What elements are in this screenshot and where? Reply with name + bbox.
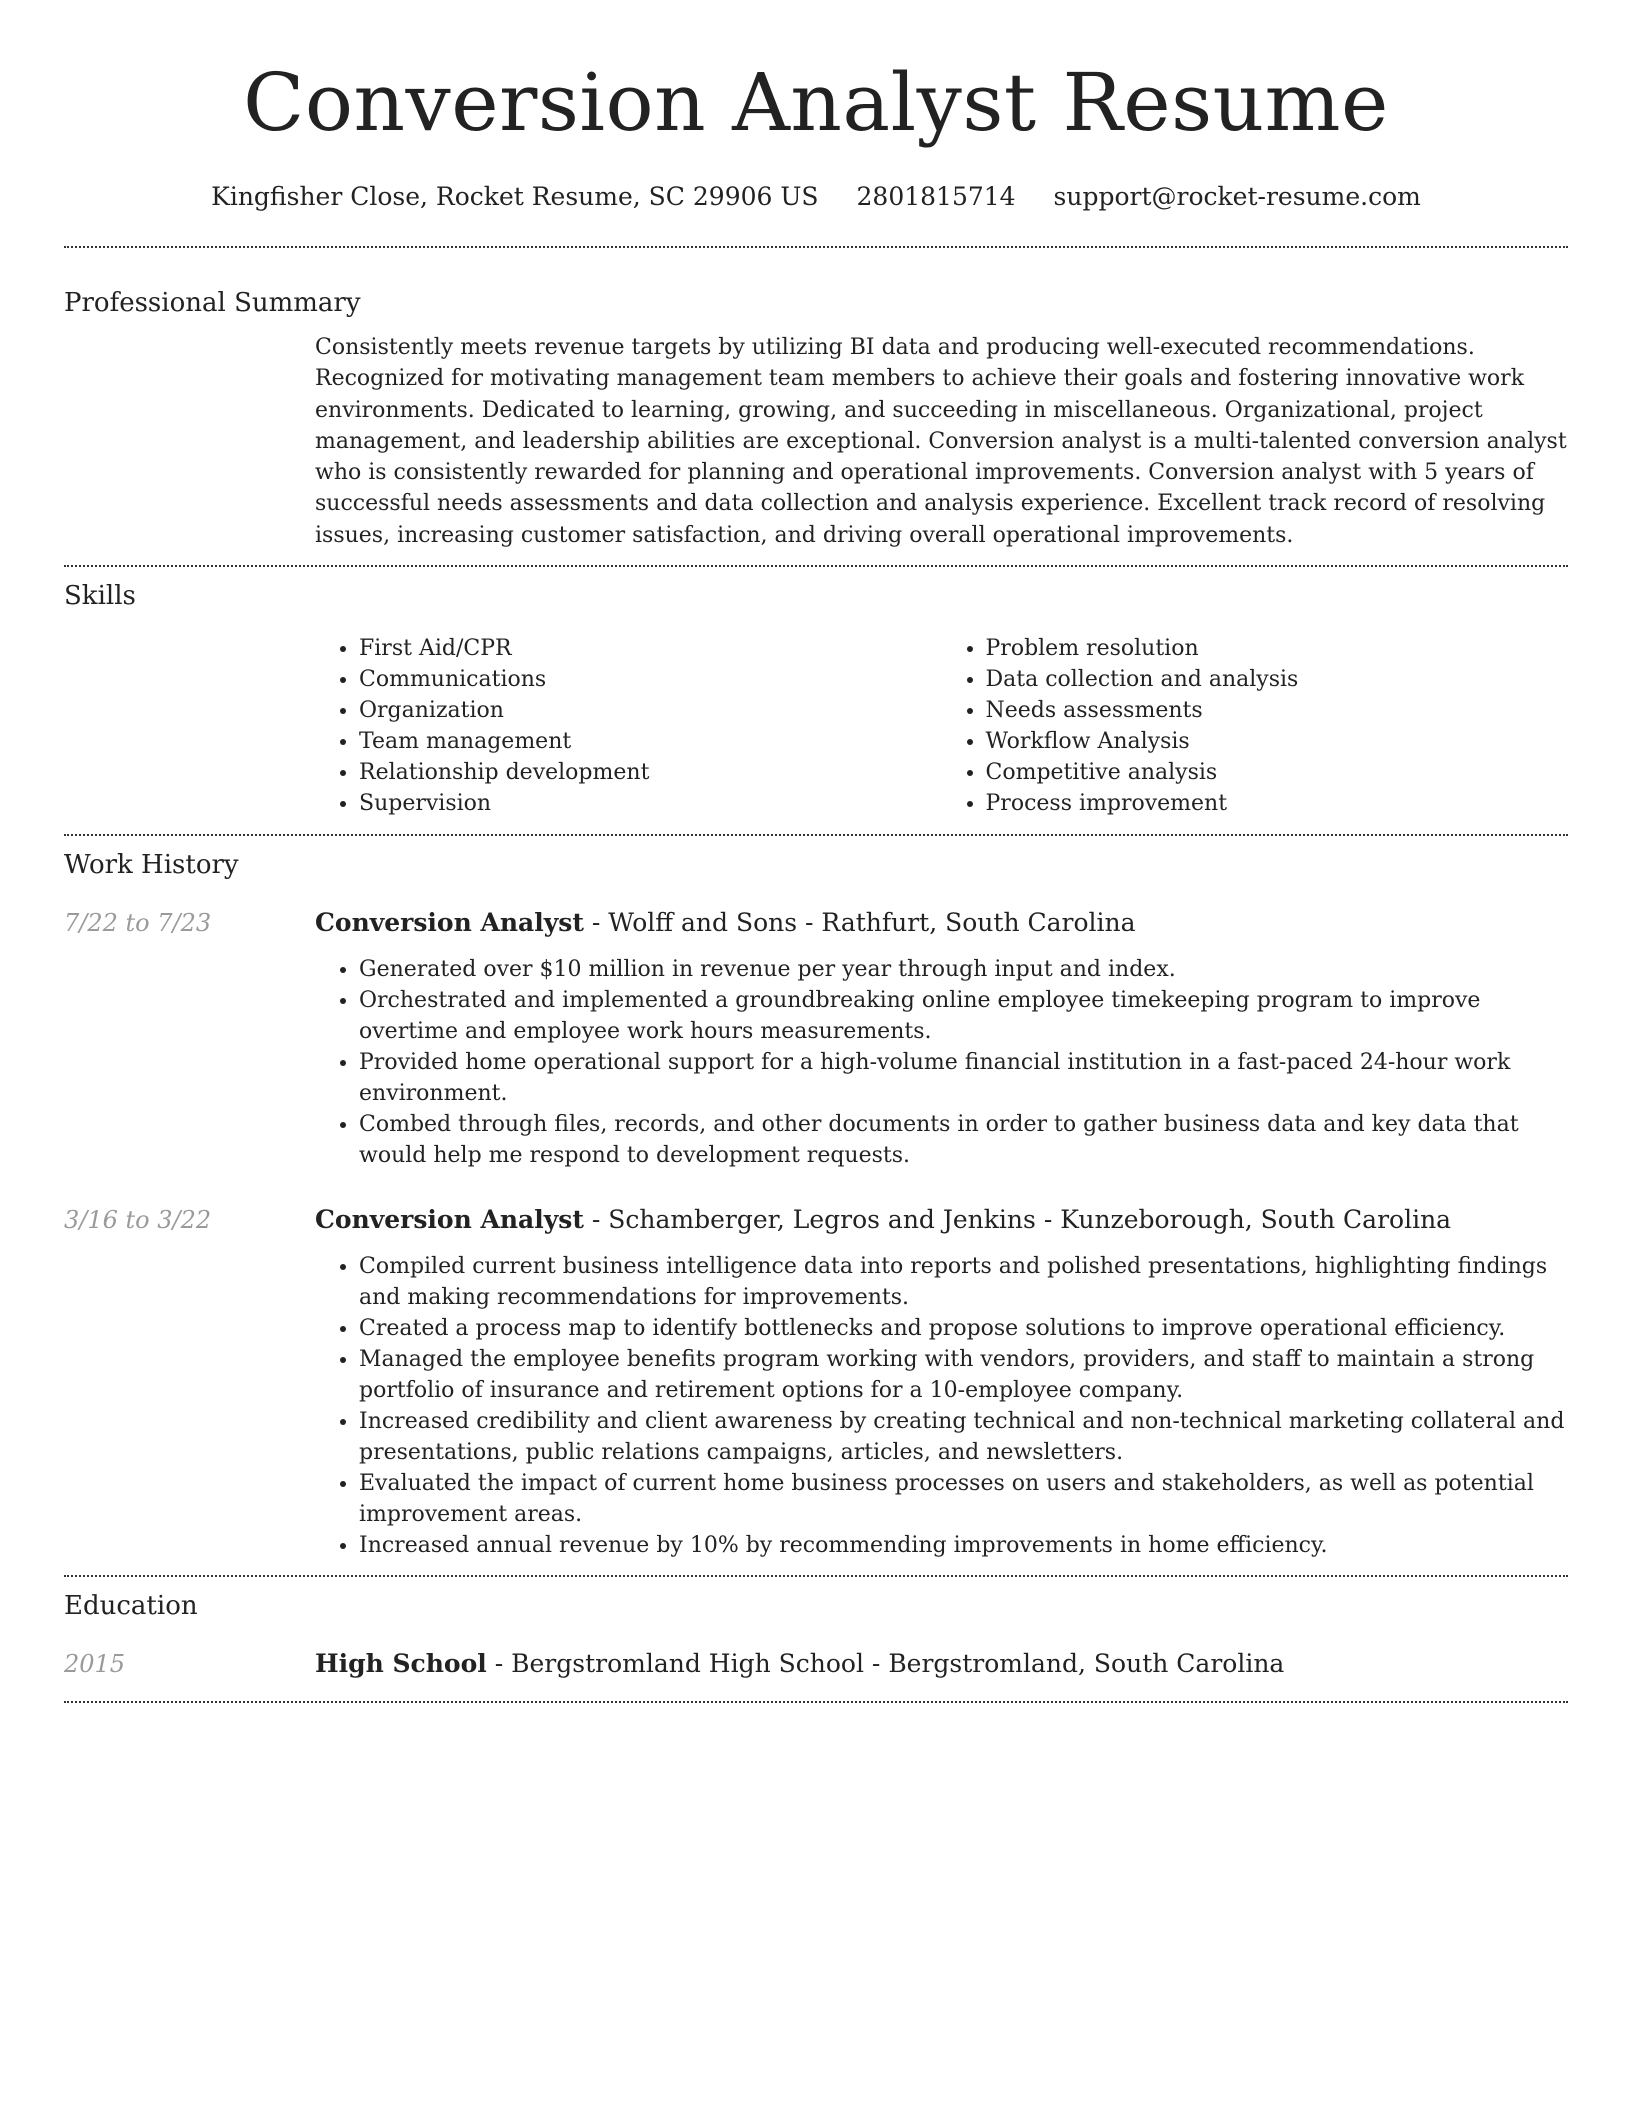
education-section xyxy=(64,1577,1568,1681)
education-title: High School - Bergstromland High School - Bergstromland, South Carolina xyxy=(315,1649,1285,1679)
summary-heading: Professional Summary xyxy=(64,288,361,318)
job-bullet: • Increased annual revenue by 10% by recommending improvements in home efficiency. xyxy=(359,1530,1568,1561)
contact-email: support@rocket-resume.com xyxy=(1053,182,1421,211)
job-entry xyxy=(64,1203,1568,1561)
job-bullets xyxy=(315,954,1568,1171)
job-dates: 7/22 to 7/23 xyxy=(64,909,212,938)
skill-item: • Data collection and analysis xyxy=(986,664,1569,695)
job-bullet: • Evaluated the impact of current home business processes on users and stakeholders, as well as potential improvement areas. xyxy=(359,1468,1568,1530)
job-company: Schamberger, Legros and Jenkins xyxy=(608,1205,1036,1235)
divider xyxy=(64,1701,1568,1703)
education-school: Bergstromland High School xyxy=(511,1649,864,1679)
skill-item: • Relationship development xyxy=(359,757,942,788)
job-company: Wolff and Sons xyxy=(608,908,798,938)
skills-list-right xyxy=(942,633,1569,819)
skills-section xyxy=(64,567,1568,819)
job-entry xyxy=(64,906,1568,1171)
education-year: 2015 xyxy=(64,1650,126,1679)
contact-address: Kingfisher Close, Rocket Resume, SC 29906 US xyxy=(211,182,819,211)
resume-title: Conversion Analyst Resume xyxy=(243,56,1389,149)
job-role: Conversion Analyst xyxy=(315,908,584,938)
job-bullet: • Increased credibility and client awareness by creating technical and non-technical marketing collateral and presentations, public relations campaigns, articles, and newsletters. xyxy=(359,1406,1568,1468)
job-dates: 3/16 to 3/22 xyxy=(64,1206,212,1235)
job-bullets xyxy=(315,1251,1568,1561)
job-title: Conversion Analyst - Wolff and Sons - Rathfurt, South Carolina xyxy=(315,908,1136,938)
skills-heading: Skills xyxy=(64,581,136,612)
skill-item: • Process improvement xyxy=(986,788,1569,819)
contact-line xyxy=(64,180,1568,214)
education-degree: High School xyxy=(315,1649,487,1679)
skill-item: • Competitive analysis xyxy=(986,757,1569,788)
education-location: Bergstromland, South Carolina xyxy=(888,1649,1285,1679)
job-bullet: • Orchestrated and implemented a groundbreaking online employee timekeeping program to improve overtime and employee work hours measurements. xyxy=(359,985,1568,1047)
skill-item: • Team management xyxy=(359,726,942,757)
skills-list-left xyxy=(315,633,942,819)
skill-item: • Workflow Analysis xyxy=(986,726,1569,757)
job-bullet: • Compiled current business intelligence data into reports and polished presentations, highlighting findings and making recommendations for improvements. xyxy=(359,1251,1568,1313)
job-location: Kunzeborough, South Carolina xyxy=(1060,1205,1452,1235)
skill-item: • Supervision xyxy=(359,788,942,819)
job-bullet: • Created a process map to identify bottlenecks and propose solutions to improve operational efficiency. xyxy=(359,1313,1568,1344)
job-title: Conversion Analyst - Schamberger, Legros and Jenkins - Kunzeborough, South Carolina xyxy=(315,1205,1452,1235)
job-role: Conversion Analyst xyxy=(315,1205,584,1235)
contact-phone: 2801815714 xyxy=(856,182,1016,211)
job-location: Rathfurt, South Carolina xyxy=(821,908,1136,938)
resume-header xyxy=(64,0,1568,214)
summary-section xyxy=(64,248,1568,551)
education-heading: Education xyxy=(64,1591,198,1622)
skill-item: • Needs assessments xyxy=(986,695,1569,726)
skill-item: • Communications xyxy=(359,664,942,695)
job-bullet: • Provided home operational support for a high-volume financial institution in a fast-paced 24-hour work environment. xyxy=(359,1047,1568,1109)
work-heading: Work History xyxy=(64,850,239,881)
education-entry xyxy=(64,1647,1568,1681)
work-section xyxy=(64,836,1568,1561)
summary-text: Consistently meets revenue targets by utilizing BI data and producing well-executed recommendations. Recognized for motivating management team members to achieve their goals and fostering innovative work environments. Dedicated to learning, growing, and succeeding in miscellaneous. Organizational, project management, and leadership abilities are exceptional. Conversion analyst is a multi-talented conversion analyst who is consistently rewarded for planning and operational improvements. Conversion analyst with 5 years of successful needs assessments and data collection and analysis experience. Excellent track record of resolving issues, increasing customer satisfaction, and driving overall operational improvements. xyxy=(315,335,1567,548)
job-bullet: • Generated over $10 million in revenue per year through input and index. xyxy=(359,954,1568,985)
job-bullet: • Managed the employee benefits program working with vendors, providers, and staff to maintain a strong portfolio of insurance and retirement options for a 10-employee company. xyxy=(359,1344,1568,1406)
skill-item: • Problem resolution xyxy=(986,633,1569,664)
job-bullet: • Combed through files, records, and other documents in order to gather business data and key data that would help me respond to development requests. xyxy=(359,1109,1568,1171)
skill-item: • First Aid/CPR xyxy=(359,633,942,664)
skill-item: • Organization xyxy=(359,695,942,726)
